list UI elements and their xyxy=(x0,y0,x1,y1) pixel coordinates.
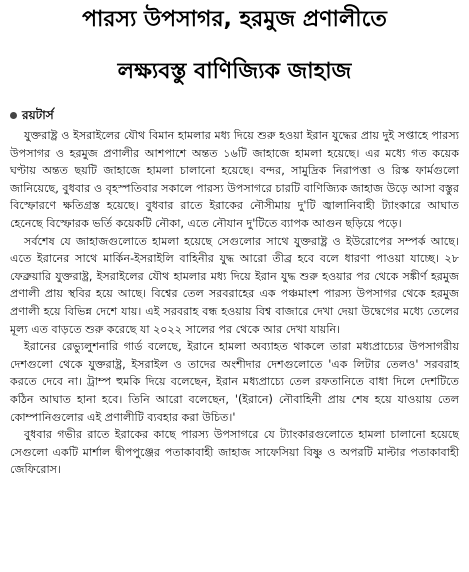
article-body xyxy=(10,127,459,479)
source-label: রয়টার্স xyxy=(22,108,54,122)
paragraph-2: সর্বশেষ যে জাহাজগুলোতে হামলা হয়েছে সেগুলোর সাথে যুক্তরাষ্ট্র ও ইউরোপের সম্পর্ক আছে। এতে ইরানের সাথে মার্কিন-ইসরাইলি বাহিনীর যুদ্ধ আরো তীব্র হবে বলে ধারণা পাওয়া যাচ্ছে। ২৮ ফেব্রুয়ারি যুক্তরাষ্ট্র, ইসরাইলের যৌথ হামলার মধ্য দিয়ে ইরান যুদ্ধ শুরু হওয়ার পর থেকে সঙ্কীর্ণ হরমুজ প্রণালী প্রায় স্থবির হয়ে আছে। বিশ্বের তেল সরবরাহের এক পঞ্চমাংশ পারস্য উপসাগর থেকে হরমুজ প্রণালী হয়ে বিভিন্ন দেশে যায়। এই সরবরাহ বন্ধ হওয়ায় বিশ্ব বাজারে দেখা দেয়া উদ্বেগের মধ্যে তেলের মূল্য এত বাড়তে শুরু করেছে যা ২০২২ সালের পর থেকে আর দেখা যায়নি। xyxy=(10,234,459,336)
headline-line-1: পারস্য উপসাগর, হরমুজ প্রণালীতে xyxy=(82,7,387,32)
headline-line-2: লক্ষ্যবস্তু বাণিজ্যিক জাহাজ xyxy=(117,59,352,84)
bullet-icon xyxy=(10,112,17,119)
paragraph-3: ইরানের রেভ্যুলুশনারি গার্ড বলেছে, ইরানে হামলা অব্যাহত থাকলে তারা মধ্যপ্রাচ্যের উপসাগরীয় দেশগুলো থেকে যুক্তরাষ্ট্র, ইসরাইল ও তাদের অংশীদার দেশগুলোতে 'এক লিটার তেলও' সরবরাহ করতে দেবে না। ট্রাম্প হুমকি দিয়ে বলেছেন, ইরান মধ্যপ্রাচ্যে তেল রফতানিতে বাধা দিলে দেশটিতে কঠিন আঘাত হানা হবে। তিনি আরো বলেছেন, '(ইরানে) নৌবাহিনী প্রায় শেষ হয়ে যাওয়ায় তেল কোম্পানিগুলোর এই প্রণালীটি ব্যবহার করা উচিত।' xyxy=(10,340,459,424)
paragraph-1: যুক্তরাষ্ট্র ও ইসরাইলের যৌথ বিমান হামলার মধ্য দিয়ে শুরু হওয়া ইরান যুদ্ধের প্রায় দুই সপ্তাহে পারস্য উপসাগর ও হরমুজ প্রণালীর আশপাশে অন্তত ১৬টি জাহাজে হামলা হয়েছে। এর মধ্যে গত কয়েক ঘণ্টায় অন্তত ছয়টি জাহাজে হামলা চালানো হয়েছে। বন্দর, সামুদ্রিক নিরাপত্তা ও রিস্ক ফার্মগুলো জানিয়েছে, বুধবার ও বৃহস্পতিবার সকালে পারস্য উপসাগরে চারটি বাণিজ্যিক জাহাজ উড়ে আসা বস্তুর বিস্ফোরণে ক্ষতিগ্রস্ত হয়েছে। বুধবার রাতে ইরাকের নৌসীমায় দু'টি জ্বালানিবাহী ট্যাংকারে আঘাত হেনেছে বিস্ফোরক ভর্তি কয়েকটি নৌকা, এতে নৌযান দু'টিতে ব্যাপক আগুন ছড়িয়ে পড়ে। xyxy=(10,129,459,230)
paragraph-4: বুধবার গভীর রাতে ইরাকের কাছে পারস্য উপসাগরে যে ট্যাংকারগুলোতে হামলা চালানো হয়েছে সেগুলো একটি মার্শাল দ্বীপপুঞ্জের পতাকাবাহী জাহাজ সাফেসিয়া বিষ্ণু ও অপরটি মাল্টার পতাকাবাহী জেফিরোস। xyxy=(10,428,459,477)
source-line xyxy=(10,107,459,123)
